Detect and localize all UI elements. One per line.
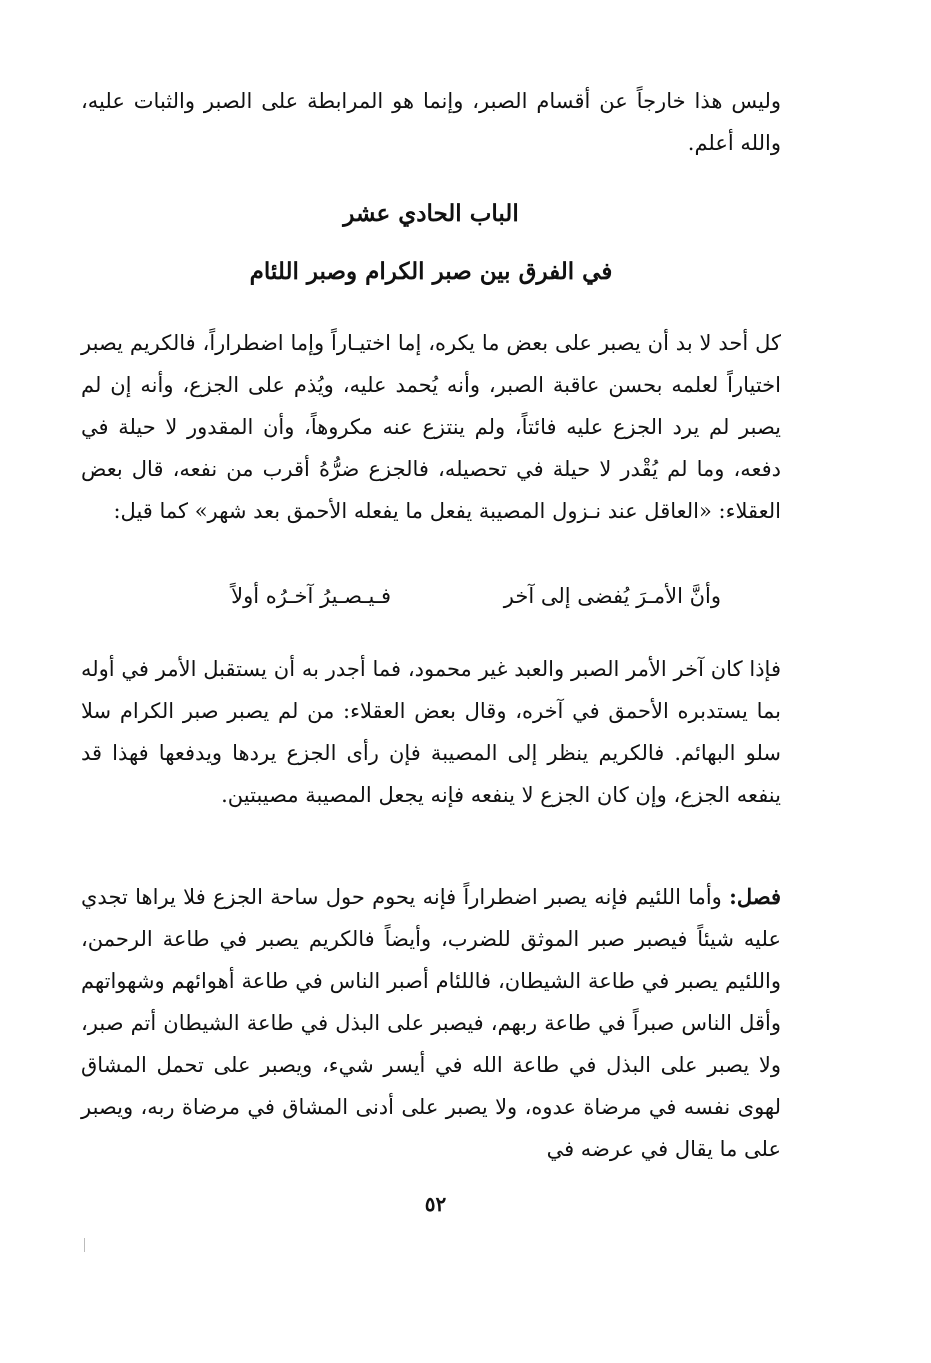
paragraph-2: فإذا كان آخر الأمر الصبر والعبد غير محمود، فما أجدر به أن يستقبل الأمر في أوله بما يستدبره الأحمق في آخره، وقال بعض العقلاء: من لم يصبر صبر الكرام سلا سلو البهائم. فالكريم ينظر إلى المصيبة فإن رأى الجزع يردها ويدفعها فهذا قد ينفعه الجزع، وإن كان الجزع لا ينفعه فإنه يجعل المصيبة مصيبتين. <box>81 657 781 807</box>
chapter-title: الباب الحادي عشر <box>343 200 519 227</box>
verse-second-half: فـيـصـيرُ آخـرُه أولاً <box>231 584 391 608</box>
paragraph-3 <box>81 876 781 1170</box>
verse-first-half: وأنَّ الأمـرَ يُفضى إلى آخر <box>503 584 721 608</box>
margin-mark <box>84 1238 85 1252</box>
chapter-subtitle: في الفرق بين صبر الكرام وصبر اللئام <box>249 258 613 285</box>
section-lead-word: فصل: <box>729 884 781 909</box>
poetry-verse <box>81 578 781 628</box>
page-number: ٥٢ <box>424 1192 447 1216</box>
paragraph-3-text: وأما اللئيم فإنه يصبر اضطراراً فإنه يحوم حول ساحة الجزع فلا يراها تجدي عليه شيئاً فيصبر صبر الموثق للضرب، وأيضاً فالكريم يصبر في طاعة الرحمن، واللئيم يصبر في طاعة الشيطان، فاللئام أصبر الناس في طاعة أهوائهم وشهواتهم وأقل الناس صبراً في طاعة ربهم، فيصبر على البذل في طاعة الشيطان أتم صبر، ولا يصبر على البذل في طاعة الله في أيسر شيء، ويصبر على تحمل المشاق لهوى نفسه في مرضاة عدوه، ولا يصبر على أدنى المشاق في مرضاة ربه، ويصبر على ما يقال في عرضه في <box>81 885 781 1161</box>
intro-paragraph: وليس هذا خارجاً عن أقسام الصبر، وإنما هو المرابطة على الصبر والثبات عليه، والله أعلم. <box>81 89 781 155</box>
paragraph-1: كل أحد لا بد أن يصبر على بعض ما يكره، إما اختيـاراً وإما اضطراراً، فالكريم يصبر اختياراً لعلمه بحسن عاقبة الصبر، وأنه يُحمد عليه، ويُذم على الجزع، وأنه إن لم يصبر لم يرد الجزع عليه فائتاً، ولم ينتزع عنه مكروهاً، وأن المقدور لا حيلة في دفعه، وما لم يُقْدر لا حيلة في تحصيله، فالجزع ضرُّهُ أقرب من نفعه، قال بعض العقلاء: «العاقل عند نـزول المصيبة يفعل ما يفعله الأحمق بعد شهر» كما قيل: <box>81 331 781 523</box>
